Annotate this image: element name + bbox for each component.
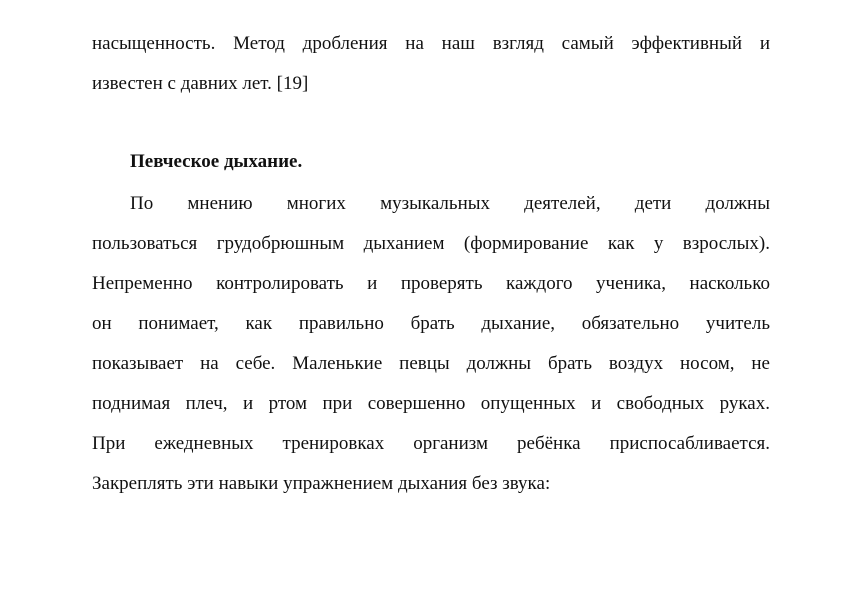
text-line: Закреплять эти навыки упражнением дыхания без звука: [92, 473, 551, 494]
text-line: пользоваться грудобрюшным дыханием (формирование как у взрослых). [92, 233, 770, 254]
text-line: По мнению многих музыкальных деятелей, дети должны [130, 193, 770, 214]
text-line: он понимает, как правильно брать дыхание, обязательно учитель [92, 313, 770, 334]
text-line: поднимая плеч, и ртом при совершенно опущенных и свободных руках. [92, 393, 770, 414]
continuation-paragraph [92, 24, 770, 104]
text-line: Непременно контролировать и проверять каждого ученика, насколько [92, 273, 770, 294]
section-heading: Певческое дыхание. [130, 151, 303, 172]
text-line: показывает на себе. Маленькие певцы должны брать воздух носом, не [92, 353, 770, 374]
text-line: насыщенность. Метод дробления на наш взгляд самый эффективный и [92, 33, 770, 54]
text-line: При ежедневных тренировках организм ребёнка приспосабливается. [92, 433, 770, 454]
body-paragraph [92, 184, 770, 504]
text-line: известен с давних лет. [19] [92, 73, 309, 94]
